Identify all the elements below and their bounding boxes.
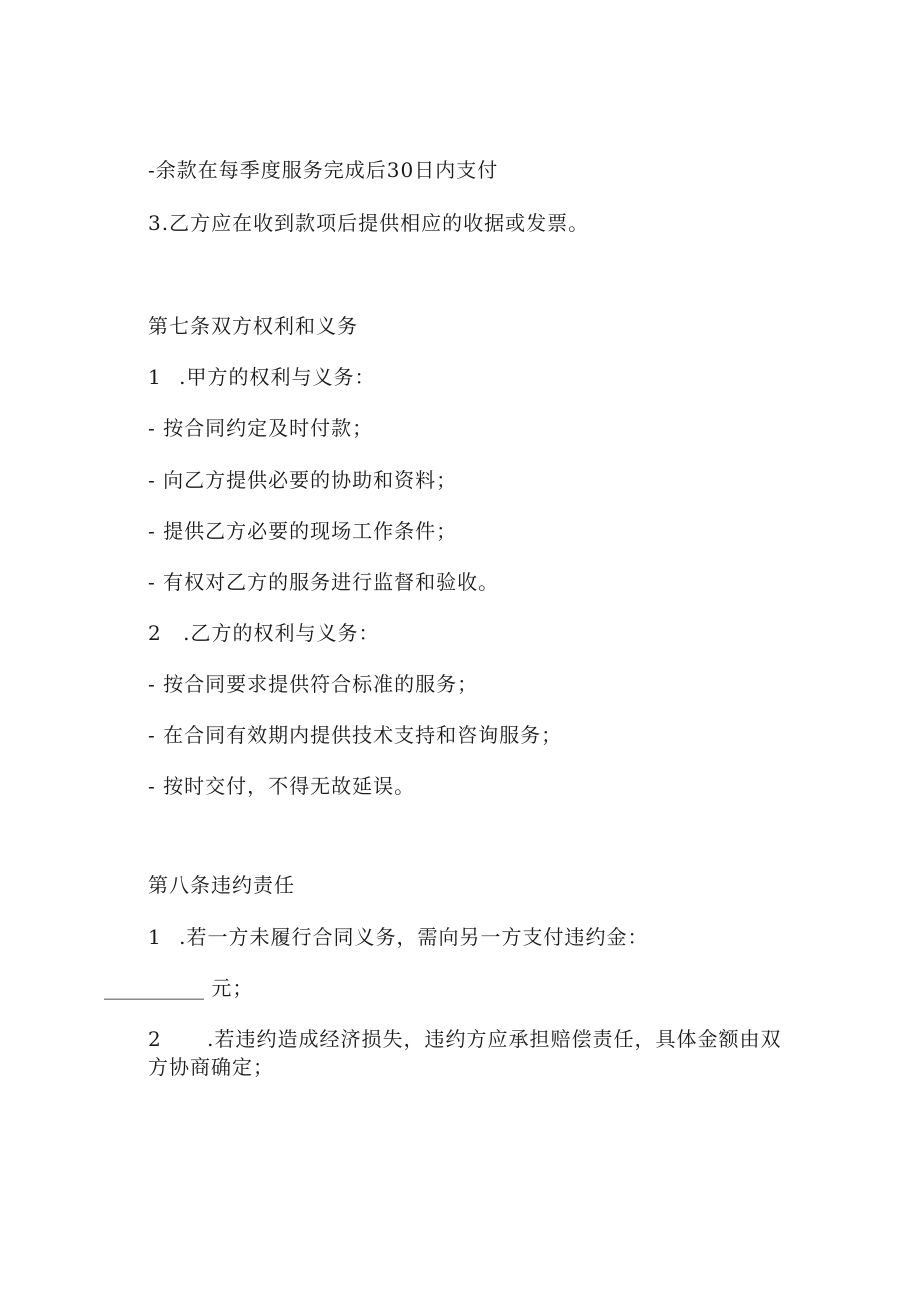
article-8-item-2-line-1: .若违约造成经济损失，违约方应承担赔偿责任，具体金额由双 [207,1027,782,1051]
party-a-item-1: - 按合同约定及时付款； [148,416,374,440]
penalty-amount-line [104,976,253,1000]
article-8-item-1-number: 1 [148,925,162,949]
party-a-heading-text: .甲方的权利与义务： [179,365,376,389]
party-b-heading-number: 2 [148,621,162,645]
party-b-heading [148,621,379,645]
party-b-item-3: - 按时交付，不得无故延误。 [148,774,416,798]
party-b-item-1: - 按合同要求提供符合标准的服务； [148,672,479,696]
article-8-item-2-continuation: 方协商确定； [148,1055,274,1079]
penalty-amount-unit: 元； [211,976,254,1000]
article-8-item-2 [148,1027,781,1051]
article-8-item-1 [148,925,648,949]
party-b-item-2: - 在合同有效期内提供技术支持和咨询服务； [148,723,563,747]
penalty-amount-blank: __________ [104,976,204,1000]
party-a-heading-number: 1 [148,365,162,389]
payment-remainder-line: -余款在每季度服务完成后30日内支付 [148,158,499,182]
article-8-title: 第八条违约责任 [148,873,295,897]
article-8-item-2-number: 2 [148,1027,162,1051]
party-b-heading-text: .乙方的权利与义务： [183,621,380,645]
article-7-title: 第七条双方权利和义务 [148,314,358,338]
payment-item-3: 3.乙方应在收到款项后提供相应的收据或发票。 [148,211,590,235]
party-a-item-4: - 有权对乙方的服务进行监督和验收。 [148,570,500,594]
party-a-item-2: - 向乙方提供必要的协助和资料； [148,468,458,492]
article-8-item-1-text: .若一方未履行合同义务，需向另一方支付违约金： [179,925,649,949]
party-a-heading [148,365,375,389]
party-a-item-3: - 提供乙方必要的现场工作条件； [148,519,458,543]
